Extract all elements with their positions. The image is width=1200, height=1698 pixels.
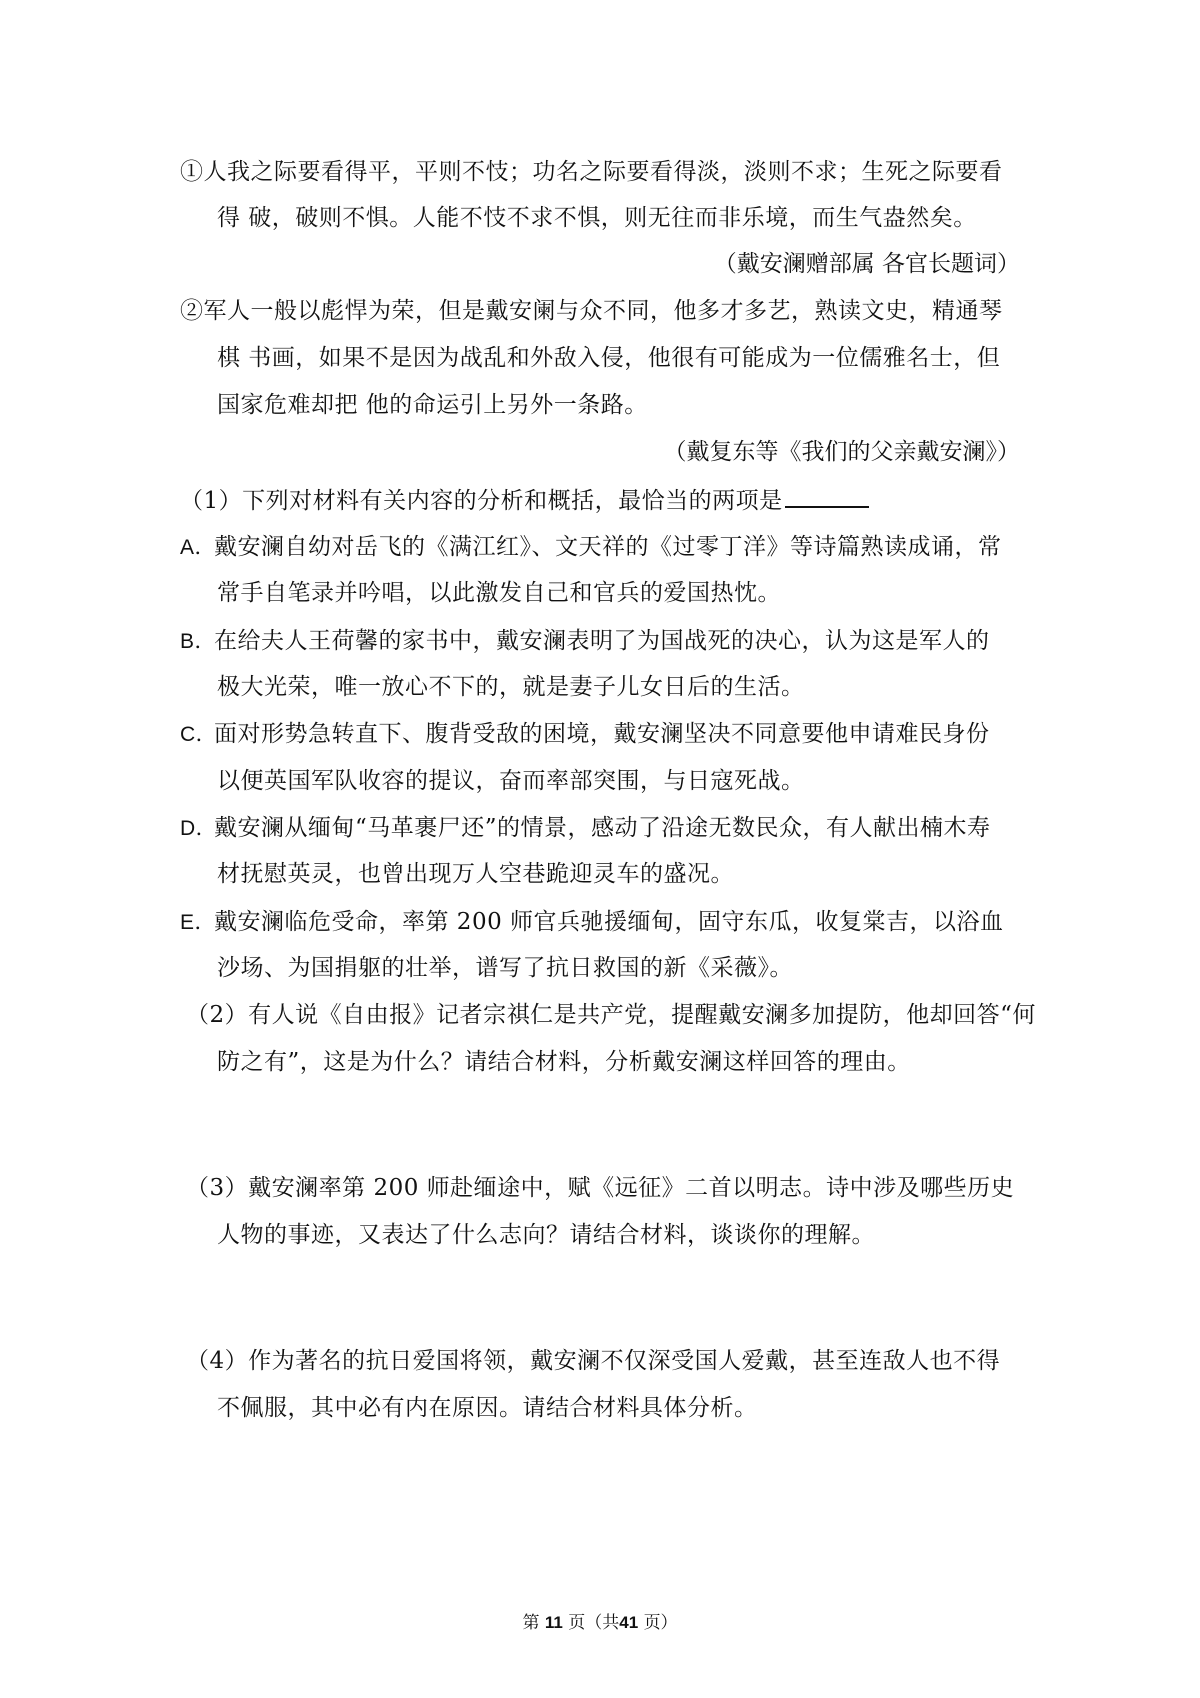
option-e-label: E． (180, 911, 217, 934)
option-c-label: C． (180, 723, 218, 746)
option-e-text-2: 沙场、为国捐躯的壮举，谱写了抗日救国的新《采薇》。 (217, 955, 793, 981)
question-3-line-2: 人物的事迹，又表达了什么志向？请结合材料，谈谈你的理解。 (217, 1222, 875, 1248)
material-2-line-3: 国家危难却把 他的命运引上另外一条路。 (217, 392, 648, 418)
option-a-label: A． (180, 536, 217, 559)
material-2-line-2: 棋 书画，如果不是因为战乱和外敌入侵，他很有可能成为一位儒雅名士，但 (217, 345, 1001, 371)
option-c-text-1: 面对形势急转直下、腹背受敌的困境，戴安澜坚决不同意要他申请难民身份 (214, 721, 990, 747)
footer-suffix: 页） (643, 1613, 678, 1633)
option-b-text-1: 在给夫人王荷馨的家书中，戴安澜表明了为国战死的决心，认为这是军人的 (214, 628, 990, 654)
footer-prefix: 第 (522, 1613, 540, 1633)
question-4-line-1: （4）作为著名的抗日爱国将领，戴安澜不仅深受国人爱戴，甚至连敌人也不得 (186, 1348, 1001, 1374)
footer-middle: 页（共 (568, 1613, 620, 1633)
question-1-text: （1）下列对材料有关内容的分析和概括，最恰当的两项是 (180, 488, 783, 514)
option-b (180, 626, 990, 657)
option-a-text-1: 戴安澜自幼对岳飞的《满江红》、文天祥的《过零丁洋》等诗篇熟读成诵，常 (214, 534, 1002, 560)
option-e-text-1: 戴安澜临危受命，率第 200 师官兵驰援缅甸，固守东瓜，收复棠吉，以浴血 (214, 909, 1004, 935)
footer-total-pages: 41 (619, 1613, 639, 1632)
question-3-line-1: （3）戴安澜率第 200 师赴缅途中，赋《远征》二首以明志。诗中涉及哪些历史 (186, 1175, 1015, 1201)
option-a-text-2: 常手自笔录并吟唱，以此激发自己和官兵的爱国热忱。 (217, 580, 781, 606)
material-1-source: （戴安澜赠部属 各官长题词） (713, 251, 1020, 277)
page-footer (0, 1612, 1200, 1634)
option-d-text-2: 材抚慰英灵，也曾出现万人空巷跪迎灵车的盛况。 (217, 861, 734, 887)
option-d (180, 813, 991, 844)
option-d-label: D． (180, 817, 218, 840)
question-1-stem (180, 484, 869, 516)
answer-blank[interactable] (785, 484, 869, 508)
question-4-line-2: 不佩服，其中必有内在原因。请结合材料具体分析。 (217, 1395, 758, 1421)
material-1-line-1: ①人我之际要看得平，平则不忮；功名之际要看得淡，淡则不求；生死之际要看 (180, 159, 1003, 185)
question-2-line-1: （2）有人说《自由报》记者宗祺仁是共产党，提醒戴安澜多加提防，他却回答“何 (186, 1002, 1036, 1028)
option-a (180, 532, 1002, 563)
option-b-label: B． (180, 630, 217, 653)
option-d-text-1: 戴安澜从缅甸“马革裹尸还”的情景，感动了沿途无数民众，有人献出楠木寿 (214, 815, 991, 841)
option-c (180, 719, 990, 750)
option-c-text-2: 以便英国军队收容的提议，奋而率部突围，与日寇死战。 (217, 768, 805, 794)
material-1-line-2: 得 破，破则不惧。人能不忮不求不惧，则无往而非乐境，而生气盎然矣。 (217, 205, 977, 231)
question-2-line-2: 防之有”，这是为什么？请结合材料，分析戴安澜这样回答的理由。 (217, 1049, 911, 1075)
footer-page-number: 11 (544, 1613, 563, 1632)
material-2-source: （戴复东等《我们的父亲戴安澜》） (663, 439, 1020, 465)
material-2-line-1: ②军人一般以彪悍为荣，但是戴安阑与众不同，他多才多艺，熟读文史，精通琴 (180, 298, 1003, 324)
option-b-text-2: 极大光荣，唯一放心不下的，就是妻子儿女日后的生活。 (217, 674, 805, 700)
option-e (180, 907, 1004, 938)
